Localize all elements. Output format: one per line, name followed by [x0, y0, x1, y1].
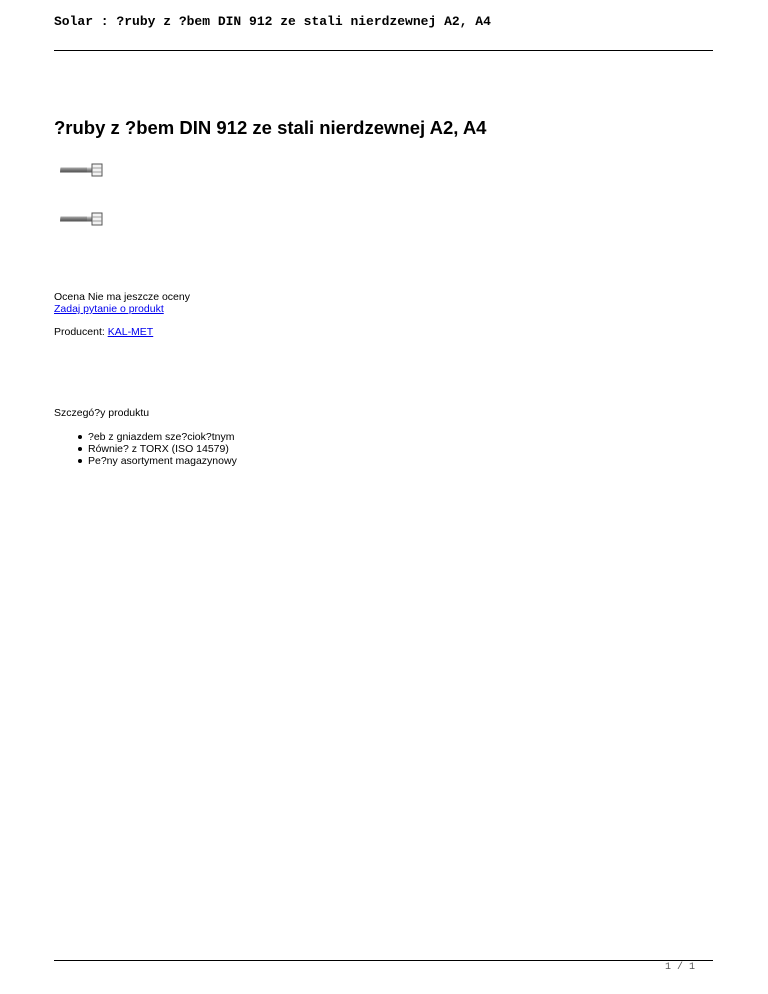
rating-label: Ocena — [54, 291, 85, 303]
feature-text: ?eb z gniazdem sze?ciok?tnym — [88, 431, 235, 443]
product-title: ?ruby z ?bem DIN 912 ze stali nierdzewnej A2, A4 — [54, 117, 487, 138]
producer-line — [54, 326, 153, 339]
feature-text: Równie? z TORX (ISO 14579) — [88, 443, 229, 455]
bullet-icon — [78, 447, 82, 451]
producer-label: Producent: — [54, 326, 105, 338]
ask-question-link[interactable]: Zadaj pytanie o produkt — [54, 303, 164, 315]
product-details-heading: Szczegó?y produktu — [54, 407, 150, 419]
bullet-icon — [78, 435, 82, 439]
header-divider — [54, 50, 713, 51]
list-item — [54, 431, 237, 443]
page-number: 1 / 1 — [664, 962, 695, 973]
bullet-icon — [78, 459, 82, 463]
rating-value: Nie ma jeszcze oceny — [87, 291, 190, 303]
product-image-screw-1 — [59, 163, 103, 177]
list-item — [54, 443, 237, 455]
producer-link[interactable]: KAL-MET — [107, 326, 154, 338]
feature-text: Pe?ny asortyment magazynowy — [88, 455, 237, 467]
footer-divider — [54, 960, 713, 961]
list-item — [54, 455, 237, 467]
product-features-list — [54, 431, 237, 467]
product-image-screw-2 — [59, 212, 103, 226]
page-header-title: Solar : ?ruby z ?bem DIN 912 ze stali nierdzewnej A2, A4 — [54, 14, 491, 29]
